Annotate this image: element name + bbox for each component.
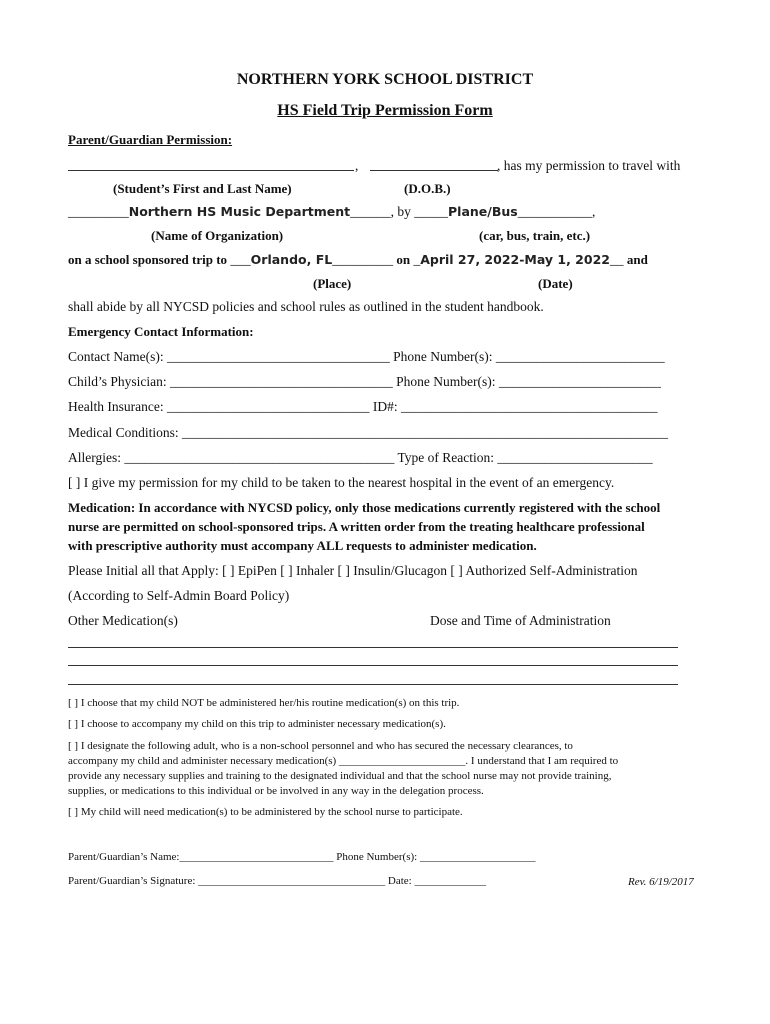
trip-lead-text: on a school sponsored trip to [68,252,228,267]
allergies-line[interactable]: Allergies: ________________________________________ Type of Reaction: _______________________ [68,450,653,465]
date-label: (Date) [538,276,573,291]
emergency-heading: Emergency Contact Information: [68,324,254,339]
medication-policy-line-3: with prescriptive authority must accompany ALL requests to administer medication. [68,538,537,553]
other-medication-field-3[interactable] [68,684,678,685]
medication-policy-line-1: Medication: In accordance with NYCSD policy, only those medications currently registered with the school [68,500,661,515]
date-tail-underscore: __ [609,252,624,267]
designate-adult-line-3: provide any necessary supplies and training to the designated individual and that the school nurse may not provide training, [68,770,612,782]
comma-separator: , [355,158,359,173]
place-tail-underscore: _________ [332,252,393,267]
student-name-label: (Student’s First and Last Name) [113,181,292,196]
other-medication-label: Other Medication(s) [68,613,178,628]
hospital-consent-checkbox[interactable]: [ ] I give my permission for my child to be taken to the nearest hospital in the event of an emergency. [68,475,615,490]
contact-name-line[interactable]: Contact Name(s): _________________________________ Phone Number(s): _________________________ [68,349,665,364]
student-name-field[interactable] [68,170,354,171]
trip-line [68,252,648,268]
place-lead-underscore: ___ [230,252,251,267]
permission-heading: Parent/Guardian Permission: [68,132,233,147]
initial-apply-line[interactable]: Please Initial all that Apply: [ ] EpiPen [ ] Inhaler [ ] Insulin/Glucagon [ ] Authorized Self-Administration [68,563,638,578]
organization-label: (Name of Organization) [151,228,284,243]
place-label: (Place) [313,276,352,291]
dose-time-label: Dose and Time of Administration [430,613,611,628]
transport-label: (car, bus, train, etc.) [479,228,591,243]
transport-tail-underscore: ___________, [517,204,596,219]
org-lead-underscore: _________ [68,204,129,219]
insurance-line[interactable]: Health Insurance: ______________________________ ID#: ______________________________________ [68,399,658,414]
revision-date: Rev. 6/19/2017 [628,876,694,888]
guardian-signature-line[interactable]: Parent/Guardian’s Signature: __________________________________ Date: _____________ [68,875,486,887]
transport-value[interactable]: Plane/Bus [448,204,518,219]
organization-value[interactable]: Northern HS Music Department [128,204,351,219]
designate-adult-line-4: supplies, or medications to this individual or be involved in any way in the delegation process. [68,785,484,797]
other-medication-field-1[interactable] [68,647,678,648]
designate-adult-line-2[interactable]: accompany my child and administer necessary medication(s) _______________________. I understand that I am required to [68,755,619,767]
permission-tail-text: , has my permission to travel with [497,158,681,173]
by-text: , by [390,204,411,219]
nurse-medication-checkbox[interactable]: [ ] My child will need medication(s) to be administered by the school nurse to participate. [68,806,463,818]
abide-statement: shall abide by all NYCSD policies and school rules as outlined in the student handbook. [68,299,544,314]
and-text: and [626,252,648,267]
organization-line [68,204,595,220]
dob-label: (D.O.B.) [404,181,451,196]
not-administered-checkbox[interactable]: [ ] I choose that my child NOT be administered her/his routine medication(s) on this trip. [68,697,460,709]
accompany-checkbox[interactable]: [ ] I choose to accompany my child on this trip to administer necessary medication(s). [68,718,446,730]
dob-field[interactable] [370,170,498,171]
form-title: HS Field Trip Permission Form [277,102,493,119]
designate-adult-checkbox[interactable]: [ ] I designate the following adult, who is a non-school personnel and who has secured the necessary clearances, to [68,740,573,752]
date-value[interactable]: April 27, 2022-May 1, 2022 [420,252,610,267]
other-medication-field-2[interactable] [68,665,678,666]
org-tail-underscore: ______ [350,204,391,219]
physician-line[interactable]: Child’s Physician: _________________________________ Phone Number(s): ________________________ [68,374,661,389]
board-policy-note: (According to Self-Admin Board Policy) [68,588,290,603]
district-title: NORTHERN YORK SCHOOL DISTRICT [236,71,534,88]
transport-lead-underscore: _____ [414,204,448,219]
place-value[interactable]: Orlando, FL [250,252,333,267]
medication-policy-line-2: nurse are permitted on school-sponsored trips. A written order from the treating healthcare professional [68,519,645,534]
medical-conditions-line[interactable]: Medical Conditions: ________________________________________________________________________ [68,425,668,440]
guardian-name-line[interactable]: Parent/Guardian’s Name:____________________________ Phone Number(s): _____________________ [68,851,536,863]
date-lead-underscore: _ [413,252,421,267]
on-text: on [396,252,411,267]
